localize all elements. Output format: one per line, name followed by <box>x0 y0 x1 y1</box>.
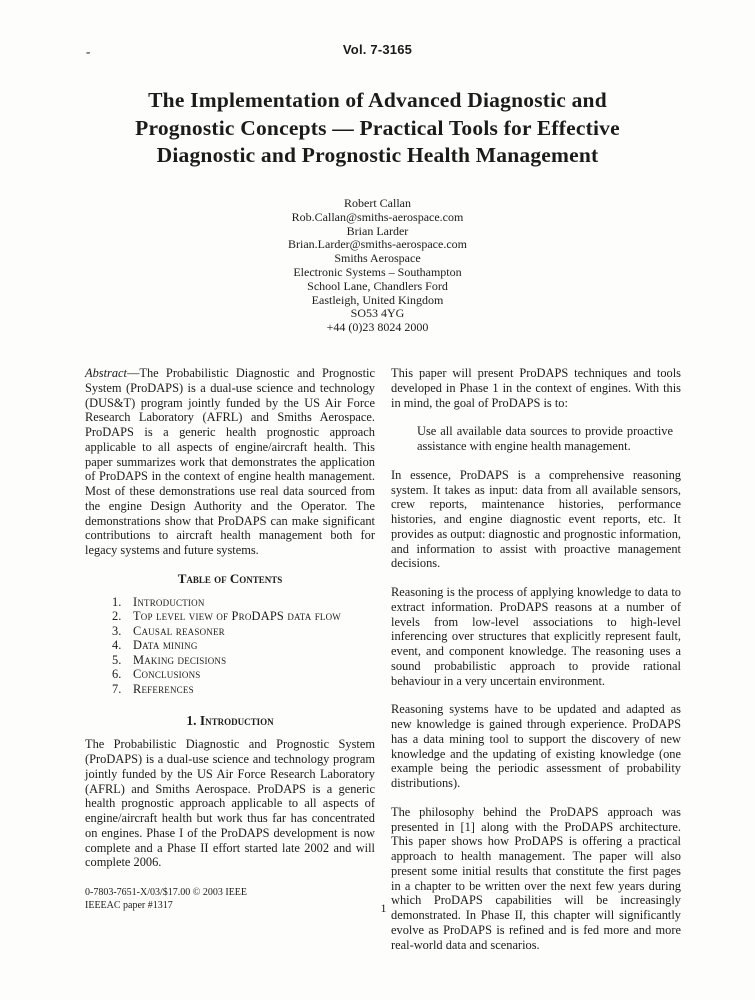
toc-item-number: 2. <box>112 609 122 624</box>
left-column <box>85 366 375 966</box>
toc-item-label: Top level view of ProDAPS data flow <box>133 609 341 624</box>
abstract-text: —The Probabilistic Diagnostic and Prognostic System (ProDAPS) is a dual-use science and technology (DUS&T) program jointly funded by the US Air Force Research Laboratory (AFRL) and Smiths Aerospace. ProDAPS is a generic health prognostic approach applicable to all aspects of engine/aircraft health. This paper summarizes work that demonstrates the application of ProDAPS in the context of engine health management. Most of these demonstrations use real data sourced from the engine Design Authority and the Operator. The demonstrations show that ProDAPS can make significant contributions to aircraft health management both for legacy systems and future systems. <box>85 366 375 557</box>
scan-artifact: - <box>86 44 91 59</box>
author-email-1: Rob.Callan@smiths-aerospace.com <box>291 209 464 224</box>
toc-item-label: References <box>133 682 194 697</box>
toc-item-number: 1. <box>112 594 122 609</box>
author-name-2: Brian Larder <box>346 223 409 238</box>
toc-item <box>85 667 375 682</box>
toc-item-label: Making decisions <box>133 652 227 667</box>
affiliation-division: Electronic Systems – Southampton <box>293 264 462 279</box>
address-street: School Lane, Chandlers Ford <box>307 278 448 293</box>
goal-quote: Use all available data sources to provide proactive assistance with engine health management. <box>417 424 673 453</box>
toc-item-number: 3. <box>112 623 122 638</box>
abstract-paragraph <box>85 366 375 558</box>
toc-item <box>85 609 375 624</box>
toc-list <box>85 595 375 697</box>
paper-title-line-2: Prognostic Concepts — Practical Tools for Effective <box>135 115 620 140</box>
section-heading-introduction: 1. Introduction <box>186 712 274 728</box>
toc-item-label: Conclusions <box>133 667 201 682</box>
body-paragraph-4: Reasoning systems have to be updated and adapted as new knowledge is gained through experience. ProDAPS has a data mining tool to support the discovery of new knowledge and the updating of existing knowledge (one example being the periodic assessment of probability distributions). <box>391 702 681 790</box>
phone-number: +44 (0)23 8024 2000 <box>326 320 429 335</box>
address-city: Eastleigh, United Kingdom <box>311 292 444 307</box>
toc-item <box>85 653 375 668</box>
address-postcode: SO53 4YG <box>350 306 405 321</box>
body-columns <box>85 366 682 966</box>
toc-item-label: Introduction <box>133 594 205 609</box>
toc-item <box>85 638 375 653</box>
toc-item <box>85 682 375 697</box>
paper-title-line-1: The Implementation of Advanced Diagnostic and <box>148 88 607 112</box>
abstract-lead: Abstract <box>85 366 127 380</box>
body-paragraph-3: Reasoning is the process of applying knowledge to data to extract information. ProDAPS reasons at a number of levels from low-level associations to high-level inferencing over structures that explicitly represent fault, event, and component knowledge. The reasoning uses a sound probabilistic approach to provide rational behaviour in a very uncertain environment. <box>391 585 681 688</box>
toc-item-label: Data mining <box>133 638 198 653</box>
toc-item-number: 7. <box>112 682 122 697</box>
page-number: 1 <box>380 901 387 915</box>
right-column <box>391 366 681 966</box>
toc-item-number: 6. <box>112 667 122 682</box>
paper-title <box>55 87 700 170</box>
volume-header: Vol. 7-3165 <box>342 42 413 57</box>
footnote-copyright: 0-7803-7651-X/03/$17.00 © 2003 IEEE <box>85 887 248 899</box>
toc-item-number: 5. <box>112 652 122 667</box>
author-block <box>0 197 755 335</box>
paper-title-line-3: Diagnostic and Prognostic Health Management <box>156 143 599 167</box>
body-paragraph-5: The philosophy behind the ProDAPS approach was presented in [1] along with the ProDAPS architecture. This paper shows how ProDAPS is offering a practical approach to health management. The paper will also present some initial results that constitute the first pages in a chapter to be written over the next few years during which ProDAPS capabilities will be increasingly demonstrated. In Phase II, this chapter will significantly evolve as ProDAPS is refined and is fed more and more real-world data and scenarios. <box>391 804 681 952</box>
toc-item-label: Causal reasoner <box>133 623 225 638</box>
toc-item <box>85 595 375 610</box>
body-paragraph-2: In essence, ProDAPS is a comprehensive reasoning system. It takes as input: data from all available sensors, crew reports, maintenance histories, performance histories, and engine diagnostic event reports, etc. It provides as output: diagnostic and prognostic information, and information to assist with proactive management decisions. <box>391 467 681 571</box>
affiliation-company: Smiths Aerospace <box>334 251 421 266</box>
body-paragraph-1: This paper will present ProDAPS techniques and tools developed in Phase 1 in the context of engines. With this in mind, the goal of ProDAPS is to: <box>391 366 681 410</box>
introduction-paragraph: The Probabilistic Diagnostic and Prognostic System (ProDAPS) is a dual-use science and technology program jointly funded by the US Air Force Research Laboratory (AFRL) and Smiths Aerospace. ProDAPS is a generic health prognostic approach applicable to all aspects of engine/aircraft health but work thus far has concentrated on engines. Phase I of the ProDAPS development is now complete and a Phase II effort started late 2002 and will complete 2006. <box>85 737 375 870</box>
toc-heading: Table of Contents <box>177 570 283 586</box>
toc-item <box>85 624 375 639</box>
footnote-paper-id: IEEEAC paper #1317 <box>85 900 173 912</box>
author-email-2: Brian.Larder@smiths-aerospace.com <box>288 237 467 252</box>
toc-item-number: 4. <box>112 638 122 653</box>
author-name-1: Robert Callan <box>344 196 411 210</box>
